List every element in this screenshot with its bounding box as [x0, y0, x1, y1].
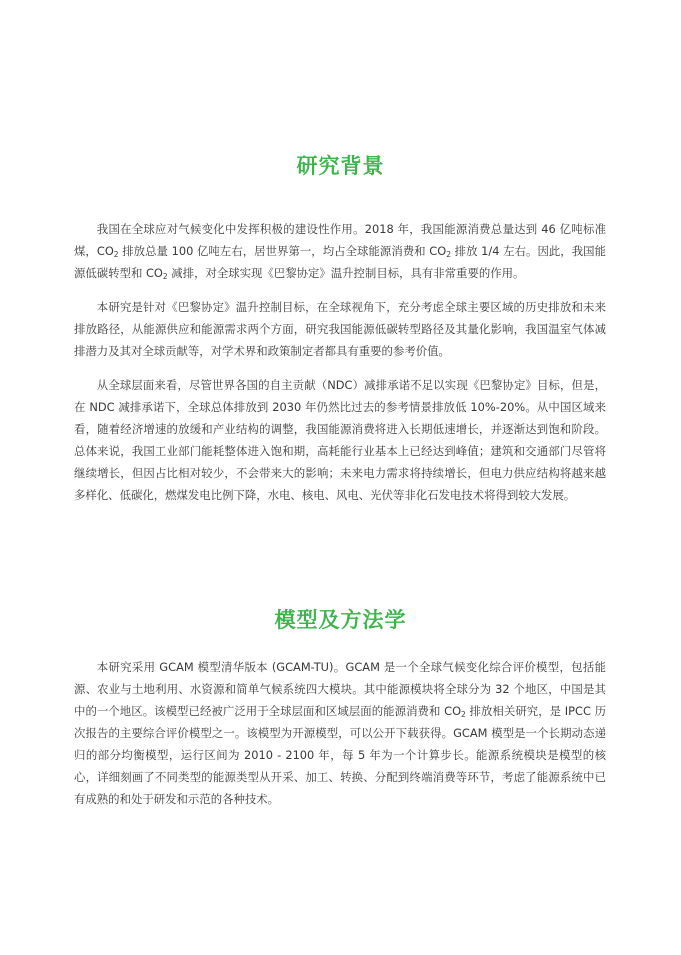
- section-title-background: 研究背景: [296, 154, 385, 178]
- section-title-model-methodology: 模型及方法学: [274, 608, 407, 632]
- background-paragraph-2: 本研究是针对《巴黎协定》温升控制目标，在全球视角下，充分考虑全球主要区域的历史排放和未来排放路径，从能源供应和能源需求两个方面，研究我国能源低碳转型路径及其量化影响，我国温室气体减排潜力及其对全球贡献等，对学术界和政策制定者都具有重要的参考价值。: [74, 300, 606, 358]
- background-paragraph-1: 我国在全球应对气候变化中发挥积极的建设性作用。2018 年，我国能源消费总量达到 46 亿吨标准煤，$CO_2$ 排放总量 100 亿吨左右，居世界第一，均占全球能源消费和 $CO_2$ 排放 1/4 左右。因此，我国能源低碳转型和 $CO_2$ 减排，对全球实现《巴黎协定》温升控制目标，具有非常重要的作用。: [74, 222, 606, 281]
- model-paragraph-1: 本研究采用 GCAM 模型清华版本 (GCAM-TU)。GCAM 是一个全球气候变化综合评价模型，包括能源、农业与土地利用、水资源和简单气候系统四大模块。其中能源模块将全球分为 32 个地区，中国是其中的一个地区。该模型已经被广泛用于全球层面和区域层面的能源消费和 $CO_2$ 排放相关研究，是 IPCC 历次报告的主要综合评价模型之一。该模型为开源模型，可以公开下载获得。GCAM 模型是一个长期动态递归的部分均衡模型，运行区间为 2010 - 2100 年，每 5 年为一个计算步长。能源系统模块是模型的核心，详细刻画了不同类型的能源类型从开采、加工、转换、分配到终端消费等环节，考虑了能源系统中已有成熟的和处于研发和示范的各种技术。: [74, 660, 607, 806]
- background-paragraph-3: 从全球层面来看，尽管世界各国的自主贡献（NDC）减排承诺不足以实现《巴黎协定》目标，但是，在 NDC 减排承诺下，全球总体排放到 2030 年仍然比过去的参考情景排放低 10%-20%。从中国区域来看，随着经济增速的放缓和产业结构的调整，我国能源消费将进入长期低速增长，并逐渐达到饱和阶段。总体来说，我国工业部门能耗整体进入饱和期，高耗能行业基本上已经达到峰值；建筑和交通部门尽管将继续增长，但因占比相对较少，不会带来大的影响；未来电力需求将持续增长，但电力供应结构将越来越多样化、低碳化，燃煤发电比例下降，水电、核电、风电、光伏等非化石发电技术将得到较大发展。: [74, 378, 606, 502]
